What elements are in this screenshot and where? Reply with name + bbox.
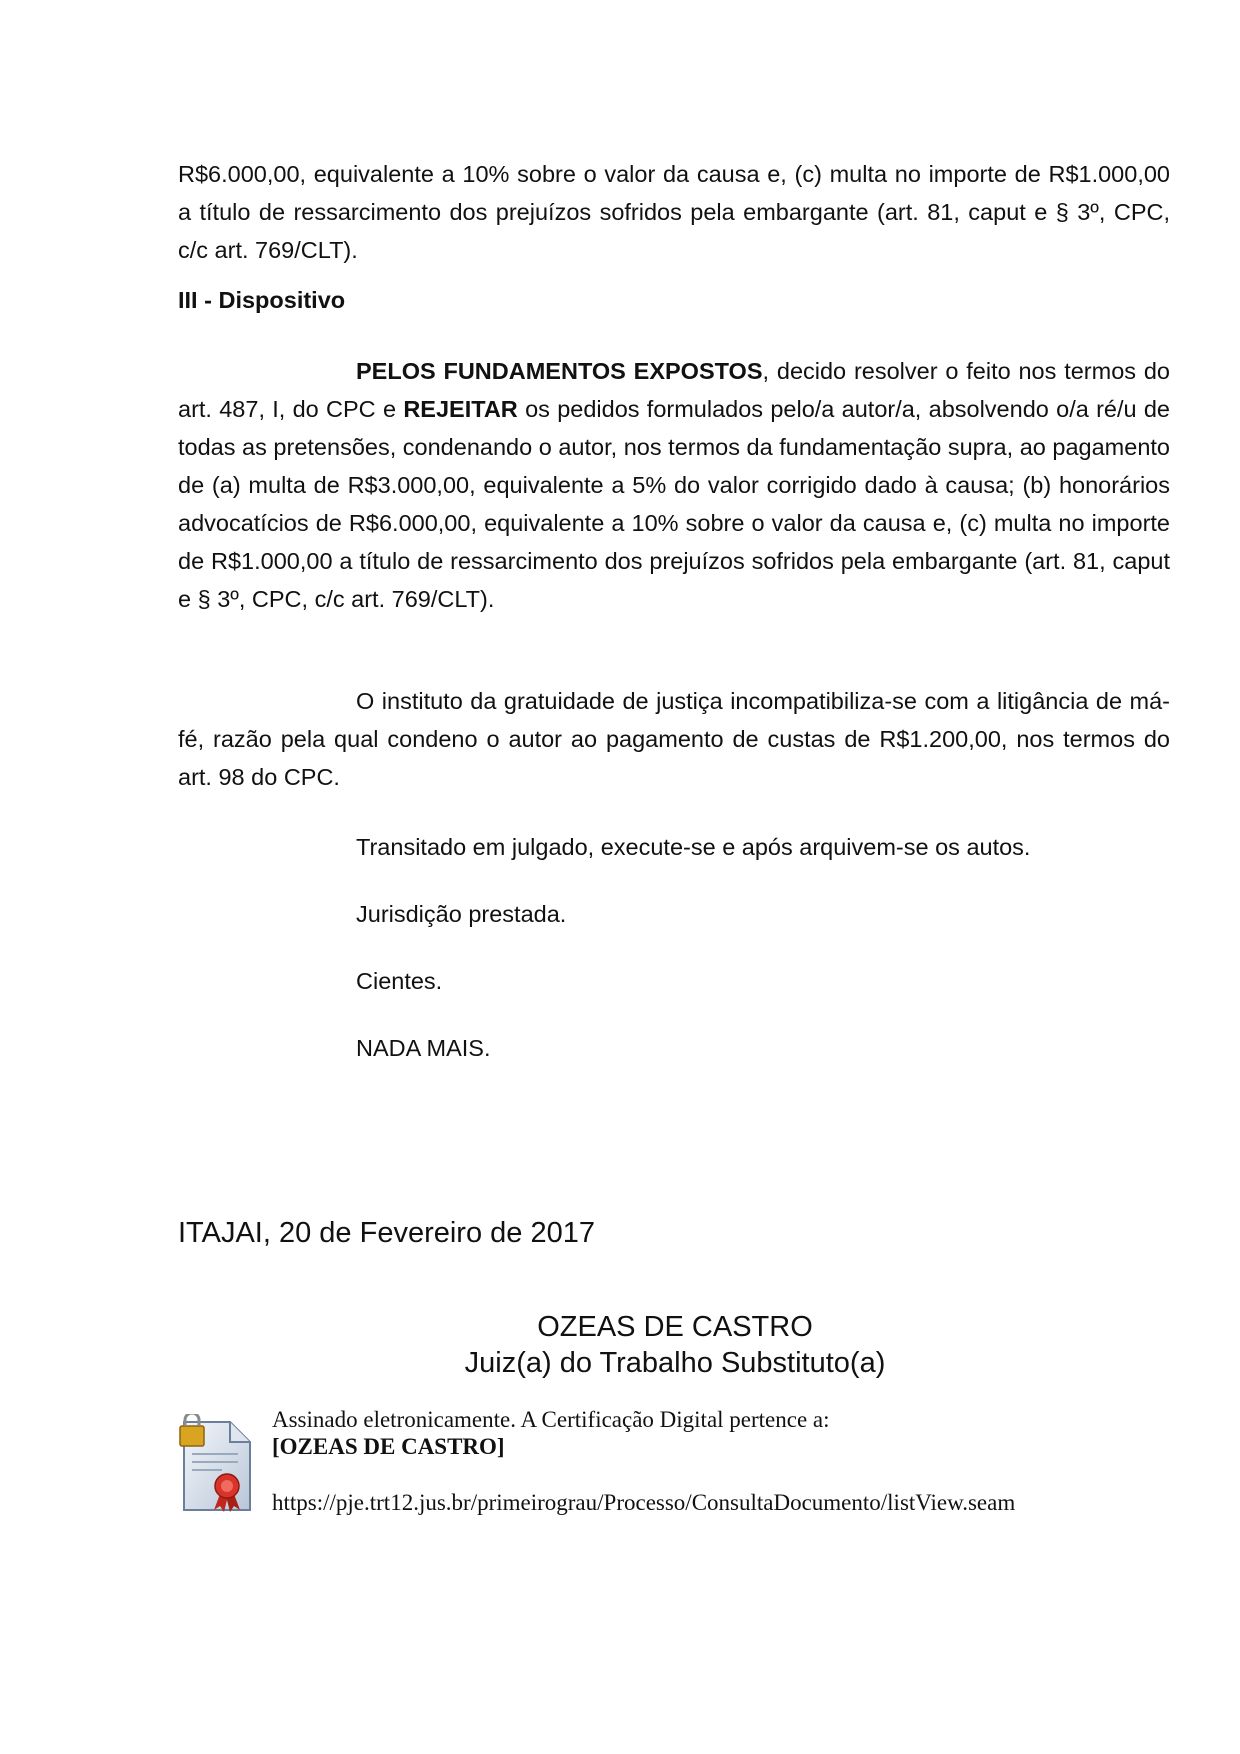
paragraph-2-text-1: , decido resolver o feito nos termos do art. 487, I, do CPC e bbox=[178, 358, 1170, 422]
city-date: ITAJAI, 20 de Fevereiro de 2017 bbox=[178, 1217, 595, 1249]
paragraph-2-text-2: os pedidos formulados pelo/a autor/a, absolvendo o/a ré/u de todas as pretensões, condenando o autor, nos termos da fundamentação supra, ao pagamento de (a) multa de R$3.000,00, equivalente a 5% do valor corrigido dado à causa; (b) honorários advocatícios de R$6.000,00, equivalente a 10% sobre o valor da causa e, (c) multa no importe de R$1.000,00 a título de ressarcimento dos prejuízos sofridos pela embargante (art. 81, caput e § 3º, CPC, c/c art. 769/CLT). bbox=[178, 396, 1170, 612]
signature-url[interactable]: https://pje.trt12.jus.br/primeirograu/Processo/ConsultaDocumento/listView.seam bbox=[272, 1490, 1016, 1515]
signed-certificate-icon bbox=[178, 1414, 262, 1514]
closing-line-jurisdiction: Jurisdição prestada. bbox=[356, 901, 567, 927]
paragraph-2-bold-1: PELOS FUNDAMENTOS EXPOSTOS bbox=[356, 358, 763, 384]
paragraph-1: R$6.000,00, equivalente a 10% sobre o valor da causa e, (c) multa no importe de R$1.000,00 a título de ressarcimento dos prejuízos sofridos pela embargante (art. 81, caput e § 3º, CPC, c/c art. 769/CLT). bbox=[178, 161, 1170, 263]
signature-notice: Assinado eletronicamente. A Certificação Digital pertence a: bbox=[272, 1407, 830, 1432]
paragraph-3: O instituto da gratuidade de justiça incompatibiliza-se com a litigância de má-fé, razão pela qual condeno o autor ao pagamento de custas de R$1.200,00, nos termos do art. 98 do CPC. bbox=[178, 688, 1170, 790]
paragraph-2 bbox=[178, 352, 1170, 618]
closing-line-executed: Transitado em julgado, execute-se e após arquivem-se os autos. bbox=[356, 834, 1031, 860]
paragraph-2-bold-2: REJEITAR bbox=[403, 396, 518, 422]
signer-title: Juiz(a) do Trabalho Substituto(a) bbox=[464, 1347, 886, 1379]
signer-name: OZEAS DE CASTRO bbox=[537, 1311, 813, 1343]
closing-line-notified: Cientes. bbox=[356, 968, 443, 994]
signature-holder: [OZEAS DE CASTRO] bbox=[272, 1434, 505, 1459]
section-heading: III - Dispositivo bbox=[178, 287, 346, 313]
closing-line-nothing-more: NADA MAIS. bbox=[356, 1035, 491, 1061]
